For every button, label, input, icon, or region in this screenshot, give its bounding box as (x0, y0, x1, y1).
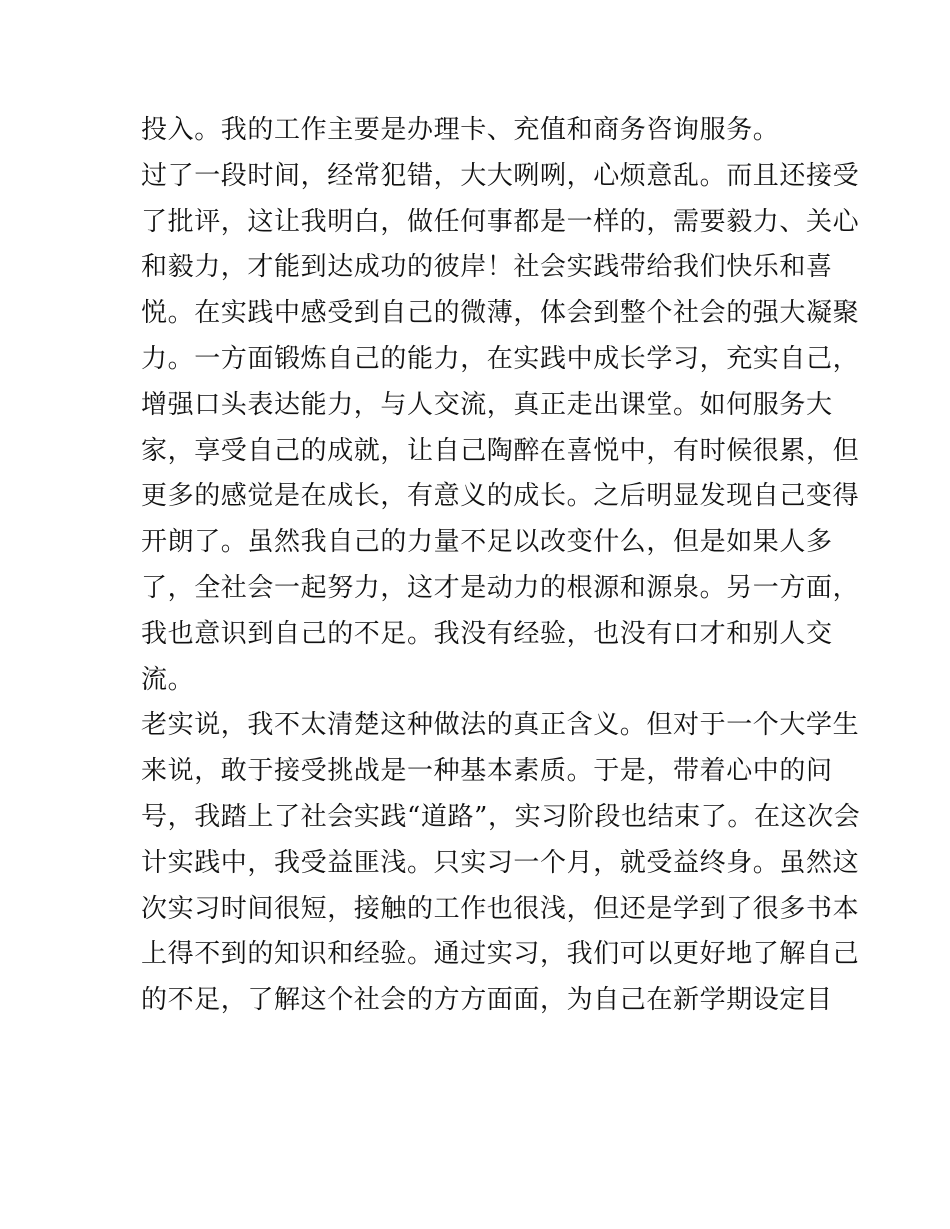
text-line: 次实习时间很短，接触的工作也很浅，但还是学到了很多书本 (141, 893, 860, 924)
text-line: 的不足，了解这个社会的方方面面，为自己在新学期设定目 (141, 985, 833, 1016)
text-line: 悦。在实践中感受到自己的微薄，体会到整个社会的强大凝聚 (141, 298, 860, 329)
document-body (141, 108, 861, 1024)
text-line: 老实说，我不太清楚这种做法的真正含义。但对于一个大学生 (141, 710, 860, 741)
text-line: 上得不到的知识和经验。通过实习，我们可以更好地了解自己 (141, 939, 860, 970)
text-line: 过了一段时间，经常犯错，大大咧咧，心烦意乱。而且还接受 (141, 160, 860, 191)
text-line: 计实践中，我受益匪浅。只实习一个月，就受益终身。虽然这 (141, 847, 860, 878)
text-line: 投入。我的工作主要是办理卡、充值和商务咨询服务。 (141, 115, 780, 145)
text-line: 了批评，这让我明白，做任何事都是一样的，需要毅力、关心 (141, 206, 860, 237)
text-line: 更多的感觉是在成长，有意义的成长。之后明显发现自己变得 (141, 481, 860, 512)
text-line: 我也意识到自己的不足。我没有经验，也没有口才和别人交 (141, 618, 833, 649)
text-line: 开朗了。虽然我自己的力量不足以改变什么，但是如果人多 (141, 527, 833, 558)
text-line: 来说，敢于接受挑战是一种基本素质。于是，带着心中的问 (141, 756, 833, 787)
text-line: 增强口头表达能力，与人交流，真正走出课堂。如何服务大 (141, 389, 833, 420)
text-line: 家，享受自己的成就，让自己陶醉在喜悦中，有时候很累，但 (141, 435, 860, 466)
text-line: 力。一方面锻炼自己的能力，在实践中成长学习，充实自己， (141, 343, 860, 374)
text-line: 和毅力，才能到达成功的彼岸！社会实践带给我们快乐和喜 (141, 252, 833, 283)
text-line: 流。 (141, 664, 195, 695)
text-line: 了，全社会一起努力，这才是动力的根源和源泉。另一方面， (141, 572, 860, 603)
text-line: 号，我踏上了社会实践“道路”，实习阶段也结束了。在这次会 (141, 801, 861, 832)
